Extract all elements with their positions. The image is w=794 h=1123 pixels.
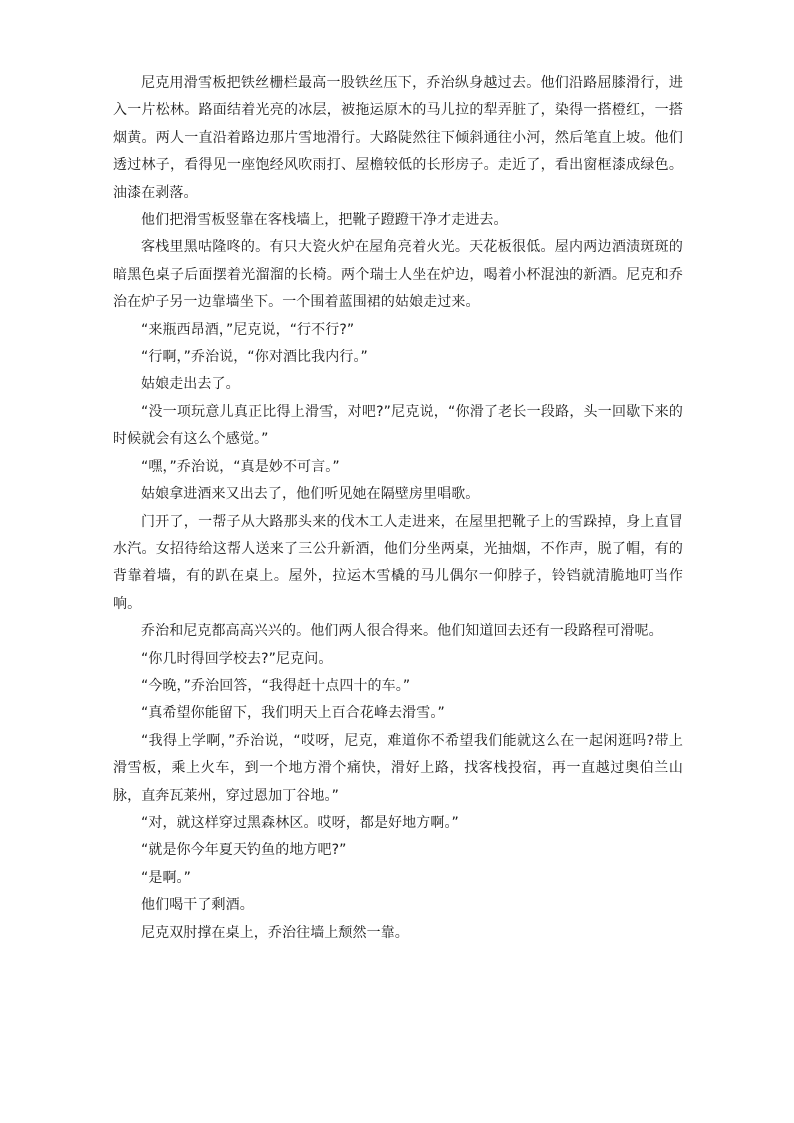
paragraph-11: 乔治和尼克都高高兴兴的。他们两人很合得来。他们知道回去还有一段路程可滑呢。	[141, 623, 663, 640]
paragraph-6: 姑娘走出去了。	[141, 376, 240, 393]
paragraph-7: “没一项玩意儿真正比得上滑雪，对吧?”尼克说，“你滑了老长一段路，头一回歇下来的时候就会有这么个感觉。”	[113, 403, 683, 448]
paragraph-2: 他们把滑雪板竖靠在客栈墙上，把靴子蹬蹬干净才走进去。	[141, 212, 508, 229]
paragraph-19: 他们喝干了剩酒。	[141, 897, 254, 914]
paragraph-14: “真希望你能留下，我们明天上百合花峰去滑雪。”	[141, 705, 445, 722]
paragraph-17: “就是你今年夏天钓鱼的地方吧?”	[141, 842, 347, 859]
paragraph-3: 客栈里黑咕隆咚的。有只大瓷火炉在屋角亮着火光。天花板很低。屋内两边酒渍斑斑的暗黑色桌子后面摆着光溜溜的长椅。两个瑞士人坐在炉边，喝着小杯混浊的新酒。尼克和乔治在炉子另一边靠墙坐下。一个围着蓝围裙的姑娘走过来。	[113, 239, 683, 311]
paragraph-15: “我得上学啊，”乔治说，“哎呀，尼克，难道你不希望我们能就这么在一起闲逛吗?带上滑雪板，乘上火车，到一个地方滑个痛快，滑好上路，找客栈投宿，再一直越过奥伯兰山脉，直奔瓦莱州，穿过恩加丁谷地。”	[113, 732, 683, 804]
paragraph-5: “行啊，”乔治说，“你对酒比我内行。”	[141, 349, 368, 366]
paragraph-20: 尼克双肘撑在桌上，乔治往墙上颓然一靠。	[141, 924, 409, 941]
paragraph-4: “来瓶西昂酒，”尼克说，“行不行?”	[141, 321, 355, 338]
paragraph-13: “今晚，”乔治回答，“我得赶十点四十的车。”	[141, 677, 411, 694]
paragraph-9: 姑娘拿进酒来又出去了，他们听见她在隔壁房里唱歌。	[141, 486, 480, 503]
paragraph-1: 尼克用滑雪板把铁丝栅栏最高一股铁丝压下，乔治纵身越过去。他们沿路屈膝滑行，进入一片松林。路面结着光亮的冰层，被拖运原木的马儿拉的犁弄脏了，染得一搭橙红，一搭烟黄。两人一直沿着路边那片雪地滑行。大路陡然往下倾斜通往小河，然后笔直上坡。他们透过林子，看得见一座饱经风吹雨打、屋檐较低的长形房子。走近了，看出窗框漆成绿色。油漆在剥落。	[113, 75, 683, 201]
paragraph-16: “对，就这样穿过黑森林区。哎呀，都是好地方啊。”	[141, 814, 459, 831]
document-body	[113, 70, 683, 947]
paragraph-10: 门开了，一帮子从大路那头来的伐木工人走进来，在屋里把靴子上的雪跺掉，身上直冒水汽。女招待给这帮人送来了三公升新酒，他们分坐两桌，光抽烟，不作声，脱了帽，有的背靠着墙，有的趴在桌上。屋外，拉运木雪橇的马儿偶尔一仰脖子，铃铛就清脆地叮当作响。	[113, 513, 683, 612]
paragraph-12: “你几时得回学校去?”尼克问。	[141, 650, 333, 667]
paragraph-18: “是啊。”	[141, 869, 192, 886]
paragraph-8: “嘿，”乔治说，“真是妙不可言。”	[141, 458, 340, 475]
